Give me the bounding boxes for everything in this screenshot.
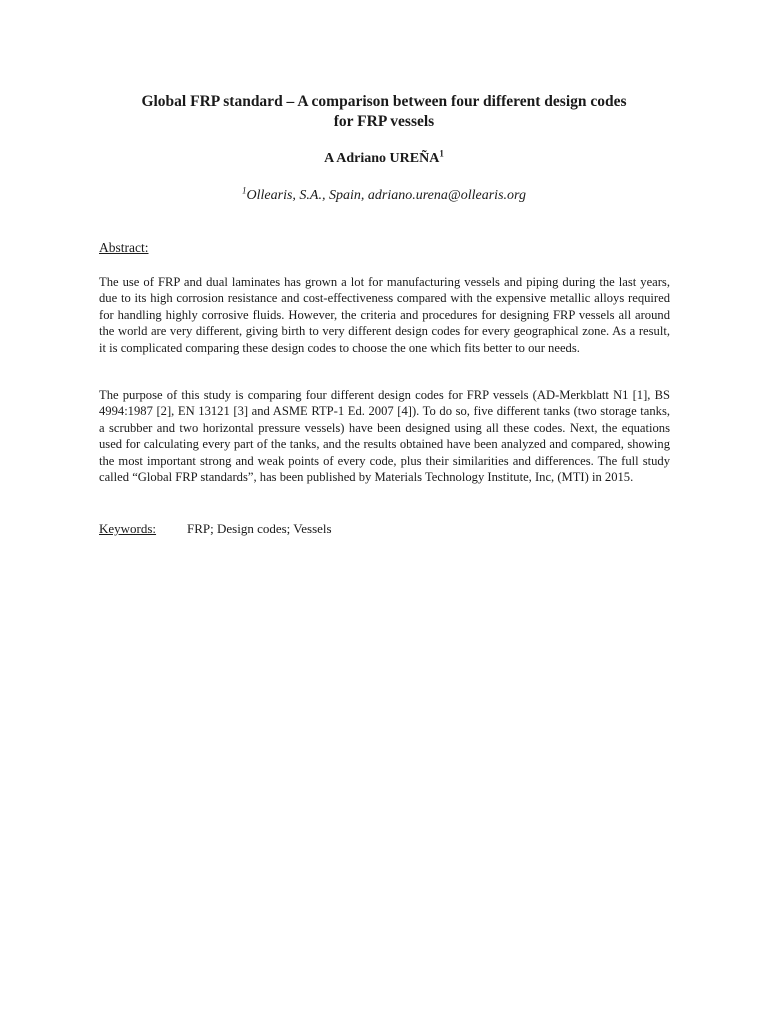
title-line-1: Global FRP standard – A comparison between four different design codes xyxy=(141,93,627,110)
keywords-line xyxy=(99,521,332,537)
abstract-heading: Abstract: xyxy=(99,240,149,255)
author-name: A Adriano UREÑA xyxy=(324,151,440,166)
author-line xyxy=(60,150,708,168)
affiliation-superscript: 1 xyxy=(242,185,247,196)
affiliation-line xyxy=(60,187,708,205)
affiliation-text: Ollearis, S.A., Spain, adriano.urena@ollearis.org xyxy=(246,188,526,203)
abstract-paragraph-2: The purpose of this study is comparing four different design codes for FRP vessels (AD-Merkblatt N1 [1], BS 4994:1987 [2], EN 13121 [3] and ASME RTP-1 Ed. 2007 [4]). To do so, five different tanks (two storage tanks, a scrubber and two horizontal pressure vessels) have been designed using all these codes. Next, the equations used for calculating every part of the tanks, and the results obtained have been analyzed and compared, showing the most important strong and weak points of every code, plus their similarities and differences. The full study called “Global FRP standards”, has been published by Materials Technology Institute, Inc, (MTI) in 2015. xyxy=(99,388,670,485)
title-line-2: for FRP vessels xyxy=(333,113,435,130)
author-superscript: 1 xyxy=(439,148,444,159)
paper-title xyxy=(60,92,708,132)
keywords-label: Keywords: xyxy=(99,521,157,536)
abstract-paragraph-1: The use of FRP and dual laminates has grown a lot for manufacturing vessels and piping during the last years, due to its high corrosion resistance and cost-effectiveness compared with the expensive metallic alloys required for handling highly corrosive fluids. However, the criteria and procedures for designing FRP vessels all around the world are very different, giving birth to very different design codes for every geographical zone. As a result, it is complicated comparing these design codes to choose the one which fits better to our needs. xyxy=(99,275,670,355)
keywords-value: FRP; Design codes; Vessels xyxy=(187,521,332,536)
